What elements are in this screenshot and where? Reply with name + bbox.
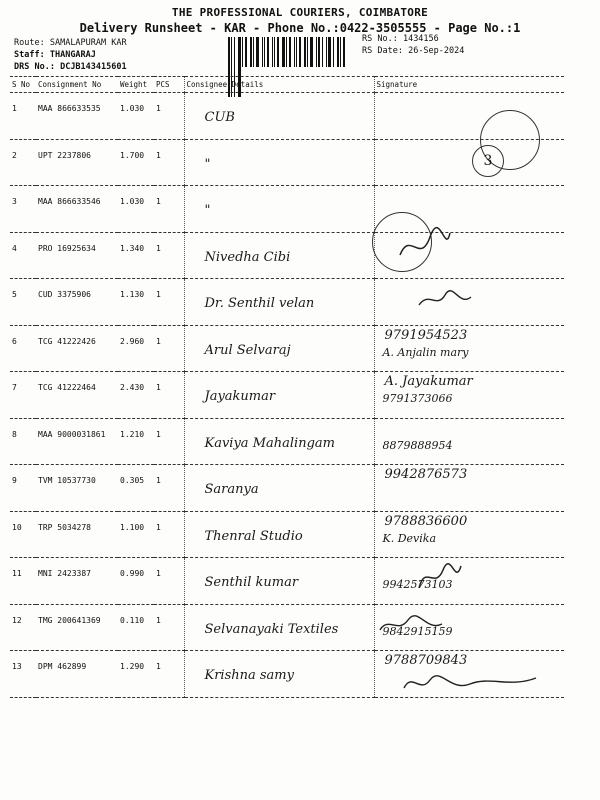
weight-cell: 1.030 <box>118 186 154 233</box>
signature-line2: 9942573103 <box>382 578 453 591</box>
barcode-bar <box>307 37 308 67</box>
weight-cell: 1.290 <box>118 651 154 698</box>
barcode-bar <box>333 37 334 67</box>
weight-cell: 2.430 <box>118 372 154 419</box>
signature-scribble-row5 <box>415 285 475 315</box>
rs-no-line: RS No.: 1434156 <box>362 34 439 44</box>
signature-scribble-row4 <box>395 225 455 265</box>
sno-cell: 10 <box>10 511 36 558</box>
rs-date-line: RS Date: 26-Sep-2024 <box>362 46 465 56</box>
table-row <box>10 511 564 558</box>
col-consignment: Consignment No <box>36 77 118 93</box>
signature-cell <box>374 465 564 512</box>
barcode-bar <box>318 37 320 67</box>
barcode-bar <box>294 37 295 67</box>
weight-cell: 0.305 <box>118 465 154 512</box>
table-row <box>10 186 564 233</box>
col-signature: Signature <box>374 77 564 93</box>
consignee-cell <box>184 232 374 279</box>
weight-cell: 1.340 <box>118 232 154 279</box>
consignment-cell: TVM 10537730 <box>36 465 118 512</box>
col-sno: S No <box>10 77 36 93</box>
weight-cell: 1.130 <box>118 279 154 326</box>
weight-cell: 1.700 <box>118 139 154 186</box>
consignee-handwritten: " <box>204 156 211 172</box>
signature-cell <box>374 511 564 558</box>
barcode-bar <box>340 37 341 67</box>
barcode-bar <box>228 37 230 67</box>
barcode-bar <box>337 37 339 67</box>
consignee-cell <box>184 651 374 698</box>
weight-cell: 1.210 <box>118 418 154 465</box>
barcode-bar <box>289 37 291 67</box>
barcode-bar <box>264 37 265 67</box>
barcode-bar <box>272 37 273 67</box>
col-pcs: PCS <box>154 77 184 93</box>
table-row <box>10 558 564 605</box>
barcode-bar <box>296 37 297 67</box>
consignment-cell: TMG 200641369 <box>36 604 118 651</box>
barcode-bar <box>304 37 306 67</box>
sno-cell: 5 <box>10 279 36 326</box>
consignee-handwritten: " <box>204 203 211 218</box>
signature-line1: A. Jayakumar <box>384 374 473 389</box>
consignee-handwritten: Jayakumar <box>204 389 276 404</box>
consignee-cell <box>184 558 374 605</box>
pcs-cell: 1 <box>154 651 184 698</box>
sno-cell: 1 <box>10 93 36 140</box>
barcode-bar <box>316 37 317 67</box>
pcs-cell: 1 <box>154 93 184 140</box>
sno-cell: 12 <box>10 604 36 651</box>
runsheet-title: Delivery Runsheet - KAR - Phone No.:0422-3505555 - Page No.:1 <box>79 21 521 35</box>
signature-scribble-row12 <box>376 610 446 640</box>
consignee-cell <box>184 279 374 326</box>
consignee-handwritten: Kaviya Mahalingam <box>204 435 335 451</box>
barcode <box>228 37 348 67</box>
pcs-cell: 1 <box>154 418 184 465</box>
consignee-cell <box>184 465 374 512</box>
sno-cell: 6 <box>10 325 36 372</box>
circled-number-stamp: 3 <box>472 145 504 177</box>
consignee-handwritten: Dr. Senthil velan <box>204 296 315 311</box>
table-row <box>10 604 564 651</box>
signature-cell <box>374 418 564 465</box>
weight-cell: 0.990 <box>118 558 154 605</box>
signature-cell <box>374 558 564 605</box>
consignment-cell: MAA 866633535 <box>36 93 118 140</box>
sno-cell: 3 <box>10 186 36 233</box>
pcs-cell: 1 <box>154 558 184 605</box>
route-line: Route: SAMALAPURAM KAR <box>14 38 127 48</box>
consignment-cell: CUD 3375906 <box>36 279 118 326</box>
consignment-cell: TCG 41222464 <box>36 372 118 419</box>
consignee-cell <box>184 93 374 140</box>
barcode-bar <box>245 37 247 67</box>
signature-scribble-row11 <box>415 560 465 595</box>
sno-cell: 11 <box>10 558 36 605</box>
consignee-cell <box>184 604 374 651</box>
consignee-handwritten: Nivedha Cibi <box>204 249 291 265</box>
consignee-handwritten: Selvanayaki Textiles <box>204 621 339 637</box>
barcode-bar <box>234 37 235 67</box>
consignee-cell <box>184 418 374 465</box>
signature-cell <box>374 325 564 372</box>
weight-cell: 2.960 <box>118 325 154 372</box>
weight-cell: 1.100 <box>118 511 154 558</box>
barcode-bar <box>231 37 232 67</box>
barcode-bar <box>253 37 254 67</box>
barcode-bar <box>286 37 287 67</box>
drs-value: DCJB143415601 <box>60 62 127 72</box>
col-consignee: Consignee Details <box>184 77 374 93</box>
signature-line2: K. Devika <box>382 531 436 545</box>
sno-cell: 13 <box>10 651 36 698</box>
rs-date-value: 26-Sep-2024 <box>408 46 465 56</box>
consignee-cell <box>184 186 374 233</box>
table-row <box>10 418 564 465</box>
consignee-cell <box>184 511 374 558</box>
barcode-bar <box>242 37 243 67</box>
consignment-cell: PRO 16925634 <box>36 232 118 279</box>
consignment-cell: TRP 5034278 <box>36 511 118 558</box>
barcode-bar <box>310 37 313 67</box>
sno-cell: 9 <box>10 465 36 512</box>
staff-value: THANGARAJ <box>49 50 96 60</box>
consignee-handwritten: CUB <box>204 110 235 125</box>
pcs-cell: 1 <box>154 232 184 279</box>
consignee-handwritten: Senthil kumar <box>204 575 299 590</box>
consignee-handwritten: Krishna samy <box>204 668 294 683</box>
barcode-bar <box>328 37 331 67</box>
barcode-bar <box>299 37 301 67</box>
signature-scribble-row13 <box>400 668 540 698</box>
barcode-bar <box>326 37 327 67</box>
pcs-cell: 1 <box>154 604 184 651</box>
staff-line: Staff: THANGARAJ <box>14 50 96 60</box>
consignee-cell <box>184 372 374 419</box>
signature-line1: 9788709843 <box>384 653 468 668</box>
table-row <box>10 325 564 372</box>
rs-no-value: 1434156 <box>402 34 439 44</box>
signature-line1: 9791954523 <box>384 327 468 343</box>
consignee-cell <box>184 139 374 186</box>
barcode-bar <box>238 37 241 67</box>
route-value: SAMALAPURAM KAR <box>49 38 127 48</box>
signature-cell <box>374 372 564 419</box>
weight-cell: 1.030 <box>118 93 154 140</box>
pcs-cell: 1 <box>154 511 184 558</box>
consignee-cell <box>184 325 374 372</box>
barcode-bar <box>343 37 345 67</box>
table-header-row <box>10 77 564 93</box>
consignment-cell: TCG 41222426 <box>36 325 118 372</box>
consignee-handwritten: Arul Selvaraj <box>204 342 291 358</box>
sno-cell: 4 <box>10 232 36 279</box>
sno-cell: 7 <box>10 372 36 419</box>
consignment-cell: MNI 2423387 <box>36 558 118 605</box>
pcs-cell: 1 <box>154 186 184 233</box>
consignment-cell: DPM 462899 <box>36 651 118 698</box>
signature-line1: 9788836600 <box>384 513 468 529</box>
sno-cell: 2 <box>10 139 36 186</box>
table-row <box>10 372 564 419</box>
pcs-cell: 1 <box>154 139 184 186</box>
barcode-bar <box>322 37 323 67</box>
drs-line: DRS No.: DCJB143415601 <box>14 62 127 72</box>
consignee-handwritten: Saranya <box>204 482 259 497</box>
pcs-cell: 1 <box>154 279 184 326</box>
barcode-bar <box>262 37 263 67</box>
pcs-cell: 1 <box>154 325 184 372</box>
consignment-cell: UPT 2237806 <box>36 139 118 186</box>
pcs-cell: 1 <box>154 372 184 419</box>
signature-line2: 8879888954 <box>382 438 453 452</box>
signature-line2: A. Anjalin mary <box>382 345 469 359</box>
table-row <box>10 232 564 279</box>
consignment-cell: MAA 9000031861 <box>36 418 118 465</box>
barcode-bar <box>256 37 259 67</box>
barcode-bar <box>274 37 275 67</box>
table-row <box>10 465 564 512</box>
signature-line2: 9791373066 <box>382 392 453 405</box>
barcode-bar <box>277 37 279 67</box>
weight-cell: 0.110 <box>118 604 154 651</box>
signature-line2: 9842915159 <box>382 624 453 638</box>
sno-cell: 8 <box>10 418 36 465</box>
consignment-cell: MAA 866633546 <box>36 186 118 233</box>
barcode-bar <box>250 37 252 67</box>
signature-line1: 9942876573 <box>384 467 468 482</box>
company-name: THE PROFESSIONAL COURIERS, COIMBATORE <box>171 6 429 19</box>
barcode-bar <box>267 37 269 67</box>
barcode-bar <box>282 37 285 67</box>
table-row <box>10 279 564 326</box>
col-weight: Weight <box>118 77 154 93</box>
consignee-handwritten: Thenral Studio <box>204 528 303 544</box>
pcs-cell: 1 <box>154 465 184 512</box>
